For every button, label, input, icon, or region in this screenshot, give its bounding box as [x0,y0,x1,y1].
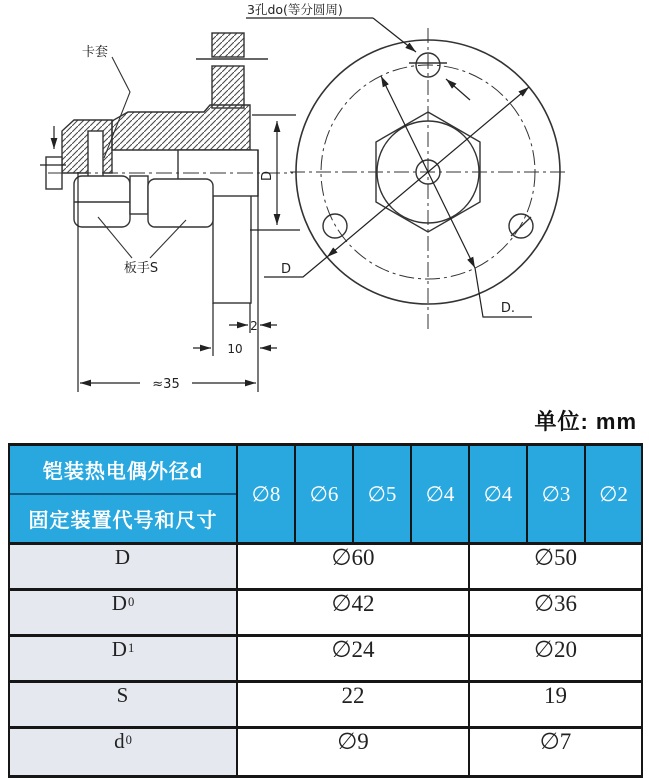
dim-10-label: 10 [227,342,243,356]
value-cell: ∅24 [237,636,469,682]
row-label: D0 [9,590,237,636]
value-cell: ∅50 [469,544,642,590]
value-cell: ∅60 [237,544,469,590]
value-cell: 19 [469,682,642,728]
front-D0-label: D. [500,301,516,316]
row-label: D1 [9,636,237,682]
diameter-column-header: ∅4 [469,445,527,544]
hole-diameter-arrow [446,79,470,100]
dim-2-label: 2 [250,319,258,333]
sheath-column-bottom [212,66,244,108]
dim-D-label: D [260,170,275,182]
ferrule-label: 卡套 [82,45,109,60]
diameter-column-header: ∅5 [353,445,411,544]
row-label: d0 [9,728,237,777]
nut-section [62,120,112,173]
wrench-label: 板手S [123,261,159,276]
table-row [9,590,642,636]
sheath-column-top [212,33,244,57]
table-row [9,728,642,777]
unit-label: 单位: mm [534,409,637,434]
side-section-view [46,33,293,303]
dim-35-label: ≈35 [152,377,180,392]
diameter-column-header: ∅8 [237,445,295,544]
table-row [9,682,642,728]
diameter-column-header: ∅4 [411,445,469,544]
holes-leader [373,18,416,52]
diameter-column-header: ∅6 [295,445,353,544]
diameter-column-header: ∅3 [527,445,585,544]
table-header-row [9,445,642,544]
value-cell: ∅20 [469,636,642,682]
nut-middle [130,176,148,214]
header-line2: 固定装置代号和尺寸 [28,510,218,532]
row-label: S [9,682,237,728]
dimension-table [8,443,643,778]
value-cell: ∅36 [469,590,642,636]
value-cell: ∅9 [237,728,469,777]
front-D-label: D [280,262,292,277]
table-row [9,636,642,682]
header-label-cell [9,445,237,544]
body-section [112,105,250,150]
wrench-nut-right [148,179,213,227]
bolt-hole-left [323,214,347,238]
value-cell: ∅42 [237,590,469,636]
value-cell: ∅7 [469,728,642,777]
diameter-column-header: ∅2 [585,445,642,544]
flange-front-view [290,28,568,332]
header-line1: 铠装热电偶外径d [10,446,236,495]
row-label: D [9,544,237,590]
holes-note-label: 3孔do(等分圆周) [247,2,343,17]
table-row [9,544,642,590]
value-cell: 22 [237,682,469,728]
